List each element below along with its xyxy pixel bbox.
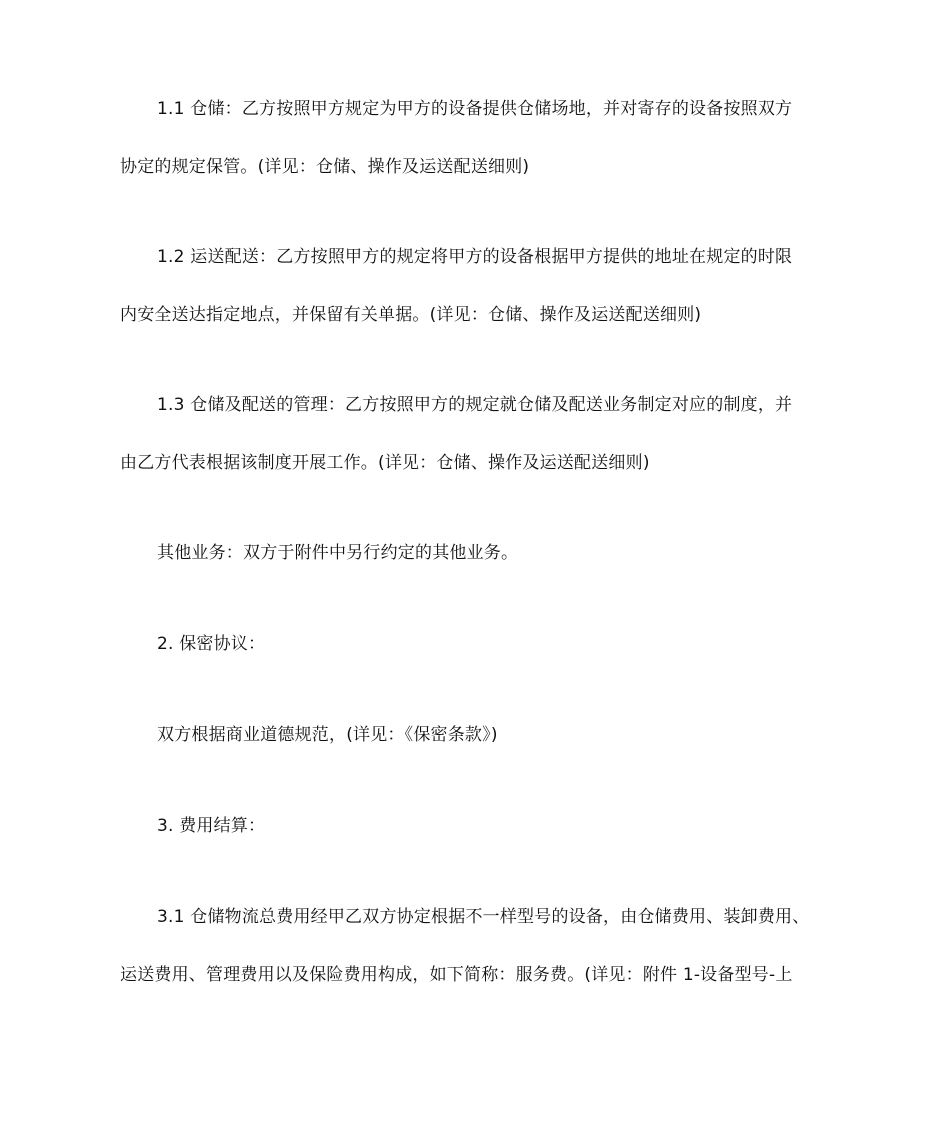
paragraph-1-3-line-2: 由乙方代表根据该制度开展工作。(详见：仓储、操作及运送配送细则) [120,453,650,473]
paragraph-3-1-line-1: 3.1 仓储物流总费用经甲乙双方协定根据不一样型号的设备，由仓储费用、装卸费用、 [157,907,810,927]
paragraph-3-1-line-2: 运送费用、管理费用以及保险费用构成，如下简称：服务费。(详见：附件 1-设备型号-上 [120,965,793,985]
paragraph-confidentiality: 双方根据商业道德规范，(详见：《保密条款》) [157,725,498,745]
paragraph-1-1-line-1: 1.1 仓储：乙方按照甲方规定为甲方的设备提供仓储场地，并对寄存的设备按照双方 [157,99,793,119]
paragraph-1-3-line-1: 1.3 仓储及配送的管理：乙方按照甲方的规定就仓储及配送业务制定对应的制度，并 [157,395,793,415]
section-2-heading: 2. 保密协议： [157,634,266,654]
paragraph-1-1-line-2: 协定的规定保管。(详见：仓储、操作及运送配送细则) [120,157,530,177]
paragraph-other-business: 其他业务：双方于附件中另行约定的其他业务。 [157,543,519,563]
paragraph-1-2-line-2: 内安全送达指定地点，并保留有关单据。(详见：仓储、操作及运送配送细则) [120,305,702,325]
paragraph-1-2-line-1: 1.2 运送配送：乙方按照甲方的规定将甲方的设备根据甲方提供的地址在规定的时限 [157,247,793,267]
section-3-heading: 3. 费用结算： [157,816,266,836]
